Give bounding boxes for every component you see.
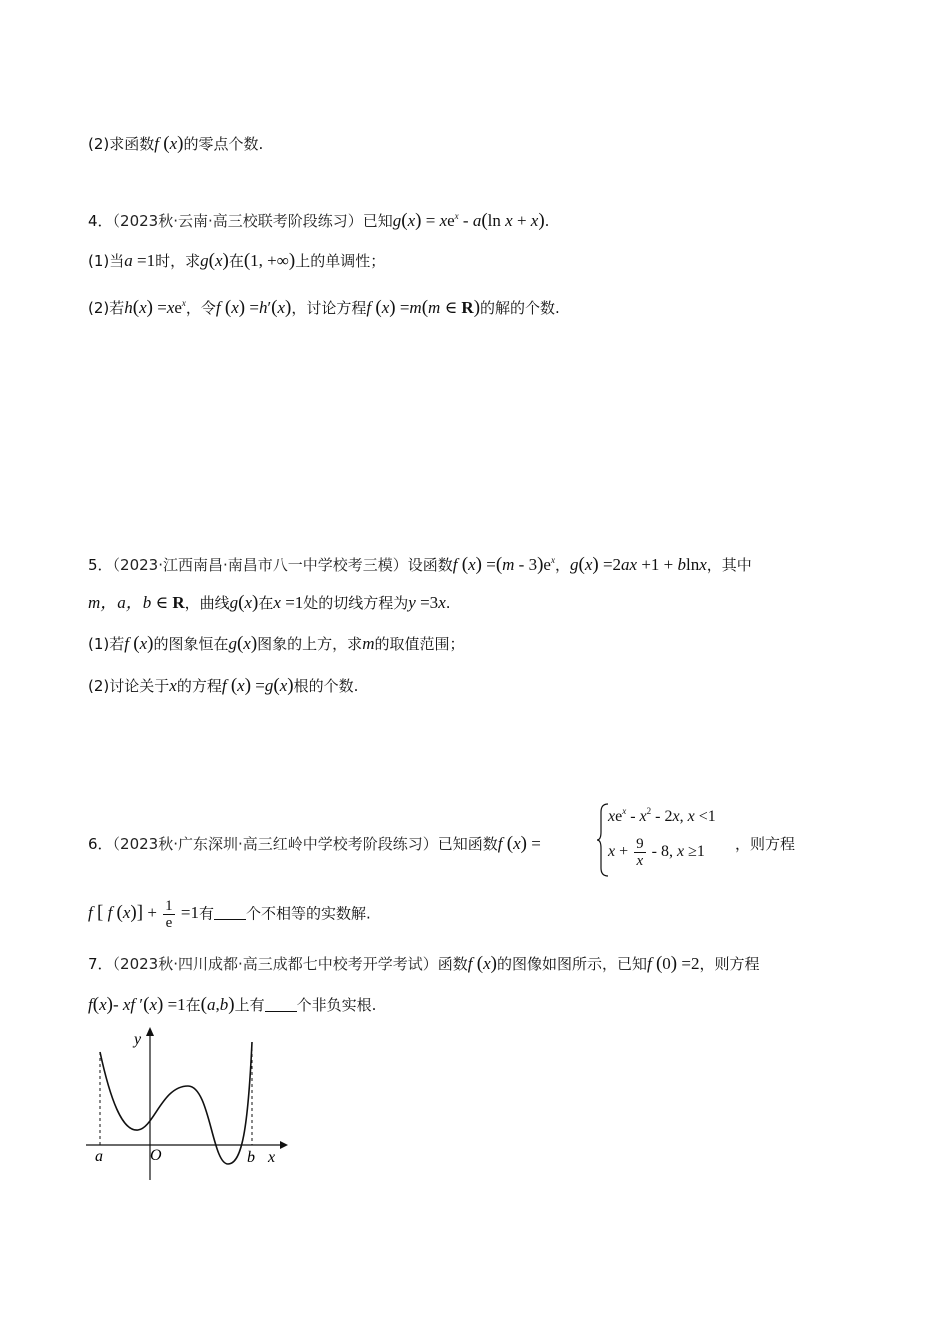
piece-row-2: x + $\frac{9}{x}$ - 8, x ≥1 [608, 836, 705, 869]
q5-part2: (2)讨论关于x的方程f (x) =g(x)根的个数. [88, 675, 359, 696]
q4-part2: (2)若$h(x) =xe^x$，令f (x) =h′(x)，讨论方程f (x) =m(m ∈ R)的解的个数. [88, 297, 560, 318]
piece-row-1: $xe^x - x^2 - 2x$, x <1 [608, 806, 716, 825]
q4-part1: (1)当a =1时，求g(x)在(1, +∞)上的单调性； [88, 250, 386, 271]
q7-stem: 7．（2023秋·四川成都·高三成都七中校考开学考试）函数f (x)的图像如图所示，已知f (0) =2，则方程 [88, 953, 760, 974]
function-curve [100, 1042, 252, 1164]
math-f-of-x: f (x) [154, 133, 184, 154]
q3-part2: (2)求函数f (x)的零点个数. [88, 133, 264, 154]
math-g-def: $g(x) = xe^x - a(\ln$ x + x) [392, 210, 545, 231]
q7-line2: f(x)- xf ′(x) =1在(a,b)上有 个非负实根. [88, 994, 377, 1015]
q5-stem: 5．（2023·江西南昌·南昌市八一中学校考三模）设函数f $(x) =(m - 3)e^x$，g(x) =2ax +1 + blnx，其中 [88, 554, 752, 575]
answer-blank[interactable] [265, 997, 297, 1012]
y-label: y [134, 1031, 142, 1048]
x-label: x [268, 1149, 276, 1166]
function-graph [84, 1024, 294, 1184]
q6-stem-end: ，则方程 [735, 835, 796, 853]
y-axis-arrow-icon [146, 1027, 154, 1036]
q6-stem: 6．（2023秋·广东深圳·高三红岭中学校考阶段练习）已知函数f (x) = [88, 833, 541, 854]
b-label: b [247, 1149, 255, 1166]
origin-label: O [150, 1147, 162, 1164]
q4-stem: 4．（2023秋·云南·高三校联考阶段练习）已知$g(x) = xe^x - a(\ln$ x + x). [88, 210, 550, 231]
q5-line2: m，a，b ∈ R，曲线g(x)在x =1处的切线方程为y =3x. [88, 592, 451, 613]
q5-part1: (1)若f (x)的图象恒在g(x)图象的上方，求m的取值范围； [88, 633, 465, 654]
piecewise-function [596, 802, 746, 878]
answer-blank[interactable] [214, 905, 246, 920]
x-axis-arrow-icon [280, 1141, 288, 1149]
a-label: a [95, 1148, 103, 1165]
q6-line2: f [ f (x)] + $\frac{1}{e}$ =1有 个不相等的实数解. [88, 898, 371, 931]
